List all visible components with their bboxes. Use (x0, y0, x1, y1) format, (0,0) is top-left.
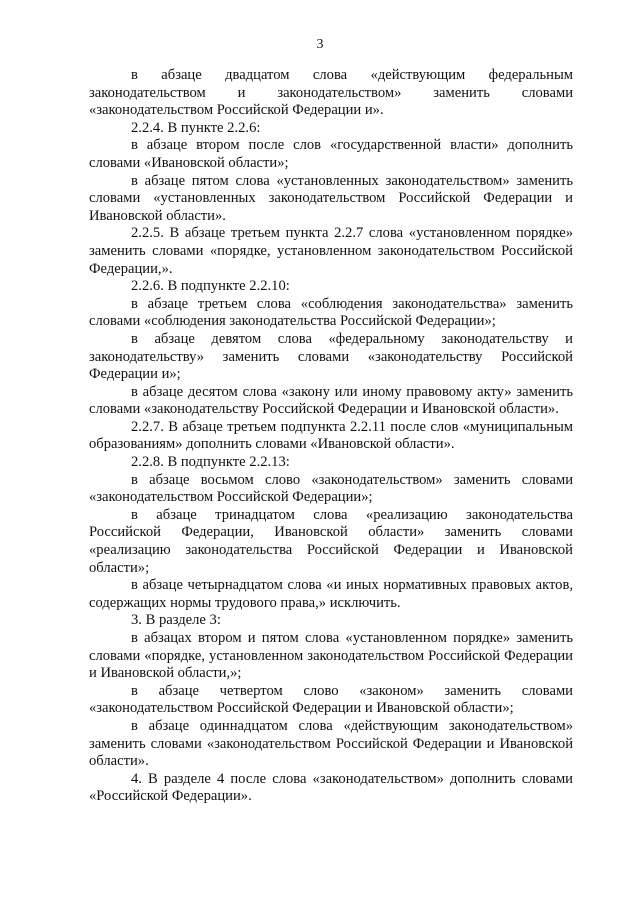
page-number: 3 (316, 37, 324, 52)
paragraph: в абзаце пятом слова «установленных законодательством» заменить словами «установленных законодательством Российской Федерации и Ивановской области». (89, 172, 573, 224)
paragraph: в абзаце восьмом слово «законодательством» заменить словами «законодательством Российской Федерации»; (89, 471, 573, 506)
paragraph: 2.2.8. В подпункте 2.2.13: (131, 454, 290, 471)
paragraph: в абзаце одиннадцатом слова «действующим законодательством» заменить словами «законодательством Российской Федерации и Ивановской области». (89, 717, 573, 770)
paragraph: в абзаце двадцатом слова «действующим федеральным законодательством и законодательством» заменить словами «законодательством Российской Федерации и». (89, 67, 573, 119)
paragraph: в абзаце третьем слова «соблюдения законодательства» заменить словами «соблюдения законодательства Российской Федерации»; (89, 295, 573, 330)
paragraph: в абзаце девятом слова «федеральному законодательству и законодательству» заменить словами «законодательству Российской Федерации и»; (89, 330, 573, 383)
paragraph: 2.2.7. В абзаце третьем подпункта 2.2.11 после слов «муниципальным образованиям» дополнить словами «Ивановской области». (89, 418, 573, 453)
paragraph: 2.2.5. В абзаце третьем пункта 2.2.7 слова «установленном порядке» заменить словами «порядке, установленном законодательством Российской Федерации,». (89, 225, 573, 277)
paragraph: в абзаце тринадцатом слова «реализацию законодательства Российской Федерации, Ивановской области» заменить словами «реализацию законодательства Российской Федерации и Ивановской области»; (89, 506, 573, 576)
paragraph: 2.2.6. В подпункте 2.2.10: (131, 278, 290, 295)
document-body (89, 67, 573, 806)
paragraph: в абзаце четырнадцатом слова «и иных нормативных правовых актов, содержащих нормы трудового права,» исключить. (89, 577, 573, 611)
paragraph: в абзаце десятом слова «закону или иному правовому акту» заменить словами «законодательству Российской Федерации и Ивановской области». (89, 383, 573, 418)
paragraph: 2.2.4. В пункте 2.2.6: (131, 119, 261, 136)
paragraph: 4. В разделе 4 после слова «законодательством» дополнить словами «Российской Федерации». (89, 770, 573, 805)
paragraph: в абзаце четвертом слово «законом» заменить словами «законодательством Российской Федерации и Ивановской области»; (89, 682, 573, 717)
paragraph: в абзаце втором после слов «государственной власти» дополнить словами «Ивановской области»; (89, 137, 573, 171)
paragraph: 3. В разделе 3: (131, 612, 221, 629)
paragraph: в абзацах втором и пятом слова «установленном порядке» заменить словами «порядке, установленном законодательством Российской Федерации и Ивановской области,»; (89, 630, 573, 682)
